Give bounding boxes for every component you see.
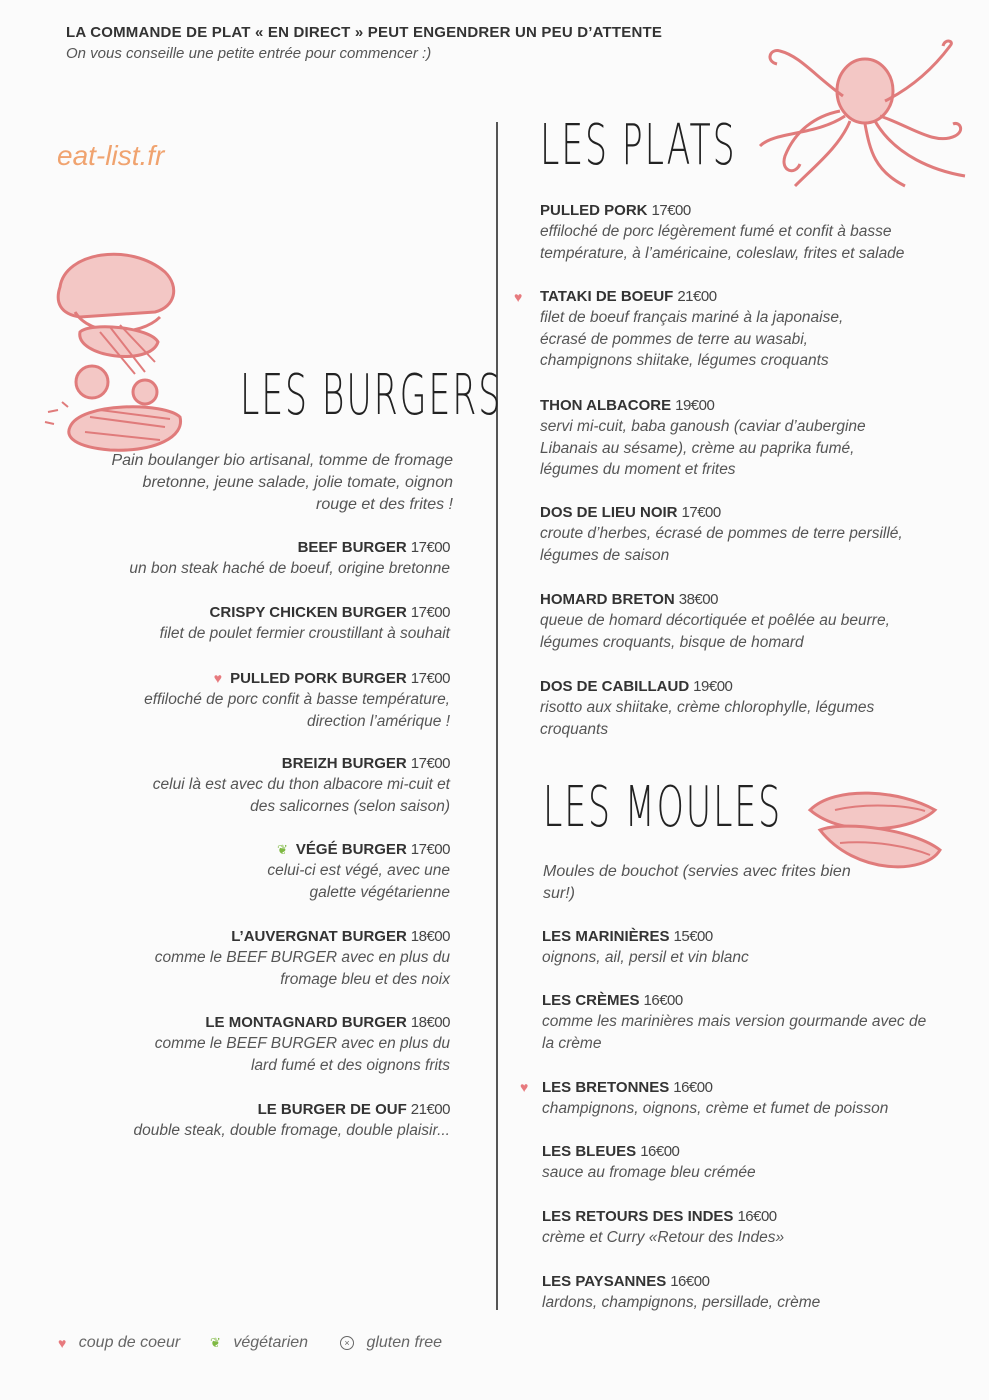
item-description: comme les marinières mais version gourmande avec de la crème bbox=[542, 1013, 927, 1052]
menu-item bbox=[540, 201, 940, 264]
item-price: 16€00 bbox=[670, 1273, 710, 1290]
item-name: BREIZH BURGER bbox=[281, 755, 407, 772]
item-price: 15€00 bbox=[673, 928, 713, 945]
item-description: effiloché de porc confit à basse température, direction l’amérique ! bbox=[144, 691, 450, 730]
item-description: risotto aux shiitake, crème chlorophylle, légumes croquants bbox=[540, 699, 875, 738]
item-description: double steak, double fromage, double plaisir... bbox=[133, 1122, 450, 1139]
menu-item bbox=[542, 1078, 942, 1120]
item-price: 16€00 bbox=[640, 1143, 680, 1160]
menu-item bbox=[30, 1013, 450, 1076]
item-name: LES PAYSANNES bbox=[542, 1273, 667, 1290]
item-name: HOMARD BRETON bbox=[540, 591, 675, 608]
menu-item bbox=[540, 590, 940, 653]
plats-title: LES PLATS bbox=[540, 113, 737, 178]
menu-item bbox=[542, 991, 942, 1054]
menu-item bbox=[30, 840, 450, 903]
item-price: 17€00 bbox=[681, 504, 721, 521]
item-description: comme le BEEF BURGER avec en plus du lard fumé et des oignons frits bbox=[154, 1035, 450, 1074]
item-name: LE BURGER DE OUF bbox=[257, 1101, 407, 1118]
leaf-icon: ❦ bbox=[210, 1335, 221, 1350]
item-description: queue de homard décortiquée et poêlée au beurre, légumes croquants, bisque de homard bbox=[540, 612, 890, 651]
item-description: champignons, oignons, crème et fumet de poisson bbox=[542, 1100, 889, 1117]
menu-item bbox=[540, 396, 940, 481]
item-description: croute d’herbes, écrasé de pommes de terre persillé, légumes de saison bbox=[540, 525, 903, 564]
gluten-free-icon: × bbox=[340, 1336, 354, 1350]
column-divider bbox=[496, 122, 498, 1310]
item-price: 17€00 bbox=[410, 841, 450, 858]
item-description: comme le BEEF BURGER avec en plus du fromage bleu et des noix bbox=[154, 949, 450, 988]
leaf-icon: ❦ bbox=[277, 842, 288, 857]
item-price: 16€00 bbox=[643, 992, 683, 1009]
item-price: 17€00 bbox=[410, 539, 450, 556]
item-name: DOS DE LIEU NOIR bbox=[540, 504, 678, 521]
item-name: LES MARINIÈRES bbox=[542, 928, 670, 945]
item-price: 17€00 bbox=[651, 202, 691, 219]
item-price: 17€00 bbox=[410, 604, 450, 621]
item-name: LE MONTAGNARD BURGER bbox=[205, 1014, 407, 1031]
legend-coup-de-coeur bbox=[58, 1334, 180, 1352]
burger-illustration bbox=[40, 242, 200, 467]
item-description: celui-ci est végé, avec une galette végétarienne bbox=[267, 862, 450, 901]
menu-item bbox=[542, 927, 942, 969]
menu-item bbox=[30, 603, 450, 645]
watermark: eat-list.fr bbox=[57, 140, 165, 171]
menu-item bbox=[30, 927, 450, 990]
menu-item bbox=[30, 754, 450, 817]
item-description: servi mi-cuit, baba ganoush (caviar d’aubergine Libanais au sésame), crème au paprika fumé, légumes du moment et frites bbox=[540, 418, 866, 478]
item-name: LES RETOURS DES INDES bbox=[542, 1208, 734, 1225]
item-price: 19€00 bbox=[675, 397, 715, 414]
menu-item bbox=[30, 538, 450, 580]
item-description: un bon steak haché de boeuf, origine bretonne bbox=[129, 560, 450, 577]
menu-item bbox=[540, 287, 940, 372]
heart-icon: ♥ bbox=[514, 289, 523, 305]
moules-intro: Moules de bouchot (servies avec frites bien sur!) bbox=[543, 863, 851, 902]
item-description: oignons, ail, persil et vin blanc bbox=[542, 949, 749, 966]
item-name: LES CRÈMES bbox=[542, 992, 640, 1009]
item-price: 38€00 bbox=[678, 591, 718, 608]
burgers-intro: Pain boulanger bio artisanal, tomme de fromage bretonne, jeune salade, jolie tomate, oignon rouge et des frites ! bbox=[111, 452, 453, 513]
notice-title: LA COMMANDE DE PLAT « EN DIRECT » PEUT ENGENDRER UN PEU D’ATTENTE bbox=[66, 24, 663, 41]
legend-label: coup de coeur bbox=[78, 1334, 181, 1351]
item-name: PULLED PORK BURGER bbox=[230, 670, 407, 687]
menu-item bbox=[540, 503, 940, 566]
menu-item bbox=[542, 1272, 942, 1314]
item-description: filet de poulet fermier croustillant à souhait bbox=[159, 625, 450, 642]
item-name: TATAKI DE BOEUF bbox=[540, 288, 674, 305]
item-name: VÉGÉ BURGER bbox=[295, 841, 407, 858]
legend-label: végétarien bbox=[233, 1334, 309, 1351]
item-price: 17€00 bbox=[410, 670, 450, 687]
item-description: effiloché de porc légèrement fumé et confit à basse température, à l’américaine, coleslaw, frites et salade bbox=[540, 223, 905, 262]
burgers-title: LES BURGERS bbox=[240, 363, 503, 428]
heart-icon: ♥ bbox=[58, 1335, 67, 1351]
menu-item bbox=[30, 668, 450, 732]
item-description: crème et Curry «Retour des Indes» bbox=[542, 1229, 785, 1246]
item-description: filet de boeuf français mariné à la japonaise, écrasé de pommes de terre au wasabi, champignons shiitake, légumes croquants bbox=[540, 309, 844, 369]
item-description: sauce au fromage bleu crémée bbox=[542, 1164, 756, 1181]
item-price: 17€00 bbox=[410, 755, 450, 772]
item-name: BEEF BURGER bbox=[297, 539, 407, 556]
menu-item bbox=[30, 1100, 450, 1142]
legend-gluten-free bbox=[340, 1334, 442, 1352]
legend-vegetarien bbox=[210, 1334, 308, 1352]
item-price: 21€00 bbox=[677, 288, 717, 305]
item-name: L’AUVERGNAT BURGER bbox=[231, 928, 407, 945]
item-price: 19€00 bbox=[693, 678, 733, 695]
item-name: THON ALBACORE bbox=[540, 397, 672, 414]
item-name: LES BLEUES bbox=[542, 1143, 637, 1160]
menu-item bbox=[542, 1142, 942, 1184]
legend-label: gluten free bbox=[366, 1334, 443, 1351]
heart-icon: ♥ bbox=[213, 670, 223, 686]
item-price: 16€00 bbox=[673, 1079, 713, 1096]
item-price: 18€00 bbox=[410, 928, 450, 945]
menu-item bbox=[542, 1207, 942, 1249]
item-price: 16€00 bbox=[737, 1208, 777, 1225]
heart-icon: ♥ bbox=[520, 1079, 529, 1095]
item-description: celui là est avec du thon albacore mi-cuit et des salicornes (selon saison) bbox=[152, 776, 450, 815]
item-name: CRISPY CHICKEN BURGER bbox=[209, 604, 407, 621]
notice-subtitle: On vous conseille une petite entrée pour commencer :) bbox=[66, 45, 432, 62]
moules-title: LES MOULES bbox=[543, 775, 782, 840]
item-name: DOS DE CABILLAUD bbox=[540, 678, 690, 695]
item-name: LES BRETONNES bbox=[542, 1079, 670, 1096]
menu-item bbox=[540, 677, 940, 740]
item-name: PULLED PORK bbox=[540, 202, 648, 219]
item-description: lardons, champignons, persillade, crème bbox=[542, 1294, 821, 1311]
item-price: 18€00 bbox=[410, 1014, 450, 1031]
item-price: 21€00 bbox=[410, 1101, 450, 1118]
